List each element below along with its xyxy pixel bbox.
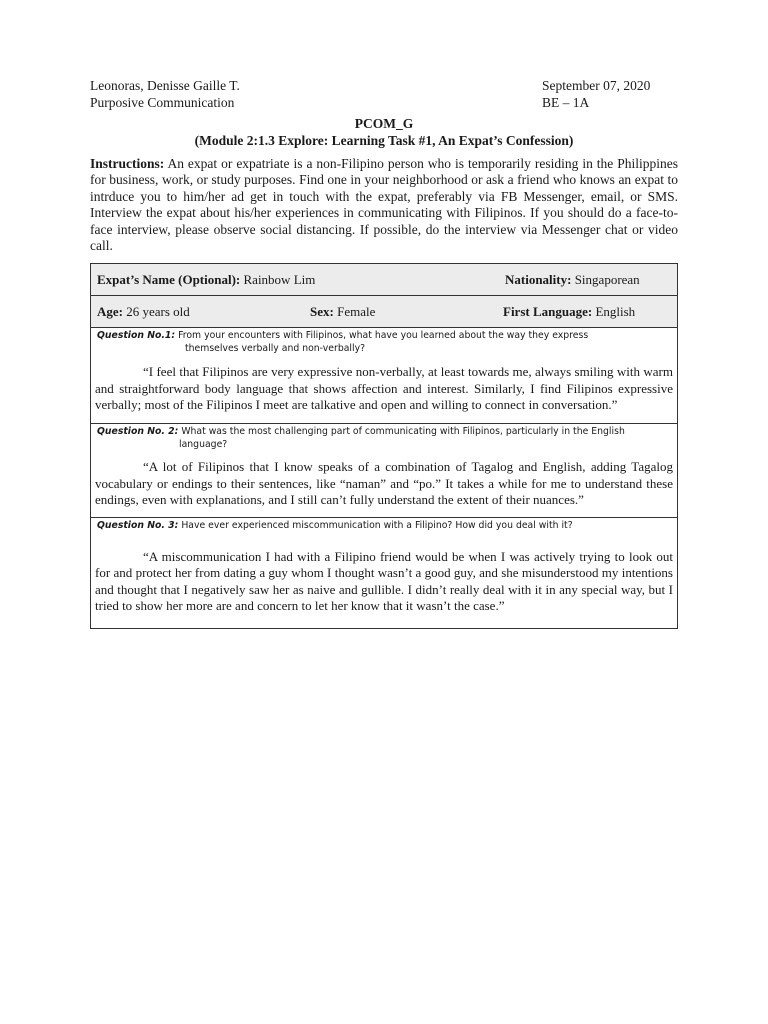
expat-name-label: Expat’s Name (Optional): [97,271,241,287]
nationality-value: Singaporean [571,271,640,287]
sex-field [310,304,503,320]
sex-value: Female [333,303,376,319]
header-row-2 [90,94,678,111]
question-heading [95,518,673,533]
first-language-label: First Language: [503,303,593,319]
nationality-field [505,272,640,288]
sex-label: Sex: [310,303,334,319]
header-row-1 [90,77,678,94]
document-page [90,77,678,629]
section-code: BE – 1A [542,95,590,110]
first-language-value: English [592,303,636,319]
title-code: PCOM_G [354,116,414,131]
instructions-text: An expat or expatriate is a non-Filipino person who is temporarily residing in the Philippines for business, work, or study purposes. Find one in your neighborhood or ask a friend who knows an expat to intrduce you to him/her ad get in touch with the expat, preferably via FB Messenger, email, or SMS. Interview the expat about his/her experiences in communicating with Filipinos. If you should do a face-to-face interview, please observe social distancing. If possible, do the interview via Messenger chat or video call. [90,156,678,254]
nationality-label: Nationality: [505,271,572,287]
age-value: 26 years old [123,303,190,319]
submission-date: September 07, 2020 [542,78,651,93]
title-module: (Module 2:1.3 Explore: Learning Task #1, An Expat’s Confession) [194,133,574,148]
course-name: Purposive Communication [90,95,235,110]
question-heading [95,328,673,355]
question-text: What was the most challenging part of communicating with Filipinos, particularly in the English [178,426,625,438]
answer-text: “I feel that Filipinos are very expressive non-verbally, at least towards me, always smiling with warm and straightforward body language that shows affection and interest. Similarly, I find Filipinos expressive verbally; most of the Filipinos I meet are talkative and open and willing to connect in conversation.” [95,364,673,413]
age-field [97,304,310,320]
interview-form-table [90,263,678,629]
question-cell-1 [91,328,678,424]
instructions-label: Instructions: [90,156,165,171]
question-cell-3 [91,518,678,629]
question-number: Question No.1: [97,330,176,342]
question-text: From your encounters with Filipinos, what have you learned about the way they express [175,330,589,342]
question-heading [95,424,673,451]
first-language-field [503,304,635,320]
question-text-continued: themselves verbally and non-verbally? [185,342,366,354]
age-label: Age: [97,303,123,319]
info-row-details [91,296,678,328]
student-name: Leonoras, Denisse Gaille T. [90,78,240,93]
document-title [90,115,678,149]
question-number: Question No. 3: [97,520,179,532]
question-cell-2 [91,424,678,518]
instructions-paragraph [90,156,678,254]
info-row-name [91,264,678,296]
answer-text: “A miscommunication I had with a Filipino friend would be when I was actively trying to look out for and protect her from dating a guy whom I thought wasn’t a good guy, and she misunderstood my intentions and thought that I negatively saw her as naive and gullible. I didn’t really deal with it in any special way, but I tried to show her more are and concern to let her know that it wasn’t the case.” [95,548,673,614]
answer-text: “A lot of Filipinos that I know speaks of a combination of Tagalog and English, adding Tagalog vocabulary or endings to their sentences, like “naman” and “po.” It takes a while for me to understand these endings, even with explanations, and I still can’t fully understand the extent of their nuances.” [95,459,673,508]
question-text: Have ever experienced miscommunication with a Filipino? How did you deal with it? [178,520,573,532]
question-text-continued: language? [179,438,228,450]
expat-name-field [97,272,505,288]
expat-name-value: Rainbow Lim [240,271,316,287]
question-number: Question No. 2: [97,426,179,438]
